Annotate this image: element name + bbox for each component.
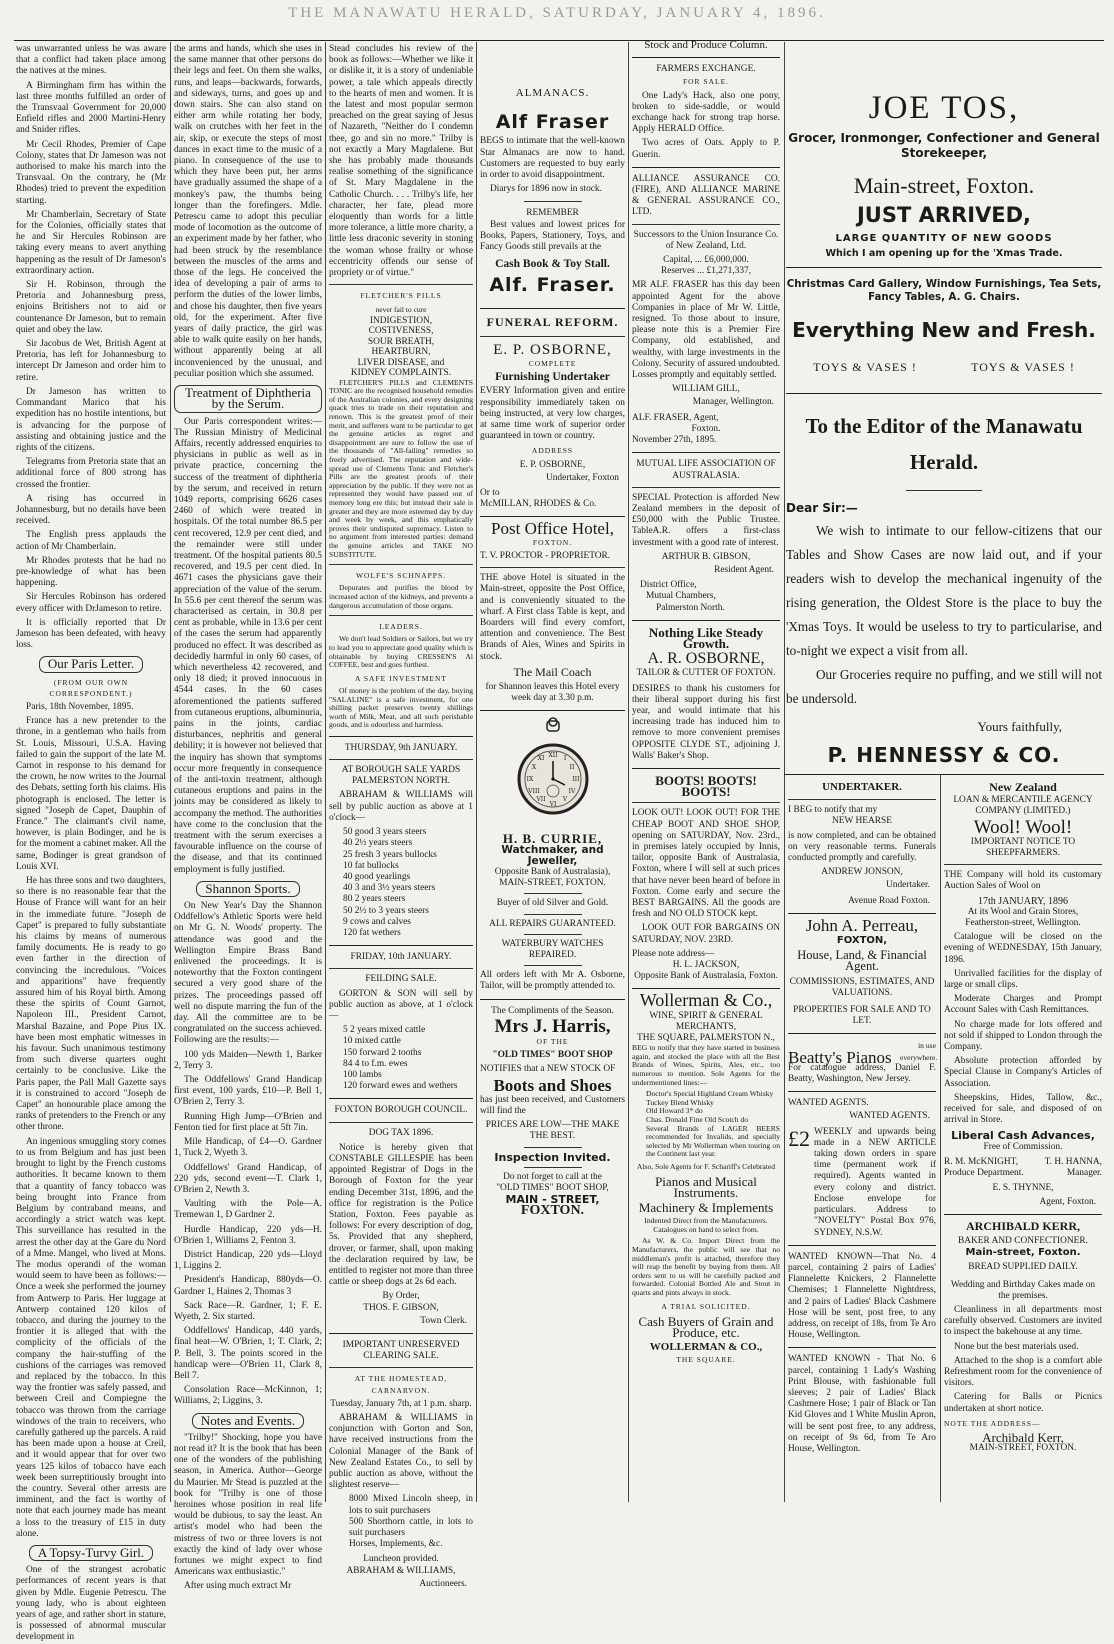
notice-signoff: Town Clerk. xyxy=(420,1315,467,1326)
article-text: France has a new pretender to the throne, in a gentleman who hails from St. Louis, Missouri, U.S.A. Having failed to gain the support of the late M. Carnot in response to his demand for the crown, he now writes to the Journal des Debats, setting forth his claims. His photograph is enclosed. The letter is signed "Joseph de Capet, Dauphin of France." The claimant's civil name, however, is plain Bodinger, and he is for the moment a cabinet maker. All the same, Bodinger is great grandson of Louis XVI. xyxy=(16,716,166,872)
svg-text:II: II xyxy=(569,764,574,772)
ad-text: Opposite Bank of Australasia, Foxton. xyxy=(634,971,778,982)
signatory: E. S. THYNNE, xyxy=(992,1183,1054,1194)
ad-text: in use everywhere. xyxy=(900,1041,938,1062)
ad-heading: FLETCHER'S PILLS xyxy=(360,291,442,301)
article-text: He has three sons and two daughters, so there is no reasonable fear that the House of France will want for an heir in the immediate future. "Joseph de Capet" is prepared to fully substantiate his claims by means of numerous family documents. He is ready to go even farther in the direction of convincing the incredulous. "Voices and apparitions" have frequently assured him of his Royal birth. Among these the spirits of Count Garnot, Napoleon III., President Carnot, Marshal Bazaine, and Pope Pius IX. have been most emphatic witnesses in his favour. Such unanimous testimony from such diverse quarters ought certainly to be conclusive. Like the Paris paper, the Pall Mall Gazette says it is constrained to accord "Joseph de Capet" an honourable place among the ranks of pretenders to the French or any other throne. xyxy=(16,876,166,1133)
ad-text: Indented Direct from the Manufacturers. Catalogues on hand to select from. xyxy=(644,1216,768,1234)
ad-text: PROPERTIES FOR SALE AND TO LET. xyxy=(793,1005,931,1027)
ad-text: has just been received, and Customers will find the xyxy=(480,1094,625,1116)
trade-title: WINE, SPIRIT & GENERAL MERCHANTS, xyxy=(649,1010,763,1032)
ad-heading: ALLIANCE ASSURANCE CO. (FIRE), AND ALLIANCE MARINE & GENERAL ASSURANCE CO., LTD. xyxy=(632,173,780,218)
ad-subheading: never fail to cure xyxy=(375,305,427,315)
ad-text: BREAD SUPPLIED DAILY. xyxy=(968,1262,1078,1273)
ad-text: FOXTON. xyxy=(520,1203,585,1219)
advertiser-name: ARCHIBALD KERR, xyxy=(965,1218,1080,1233)
ad-text: No charge made for lots offered and not sold if shipped to London through the Company. xyxy=(944,1019,1102,1053)
svg-text:VII: VII xyxy=(535,796,546,804)
lot-list: 5 2 years mixed cattle 10 mixed cattle 150 forward 2 tooths 84 4 to f.m. ewes 100 lambs 120 forward ewes and wethers xyxy=(343,1025,458,1092)
masthead: THE MANAWATU HERALD, SATURDAY, JANUARY 4, 1896. xyxy=(288,5,826,21)
signatory-title: Agent, Foxton. xyxy=(1039,1196,1096,1207)
ad-heading: FUNERAL REFORM. xyxy=(486,314,619,329)
svg-text:VIII: VIII xyxy=(527,788,540,796)
advertiser-name: Beatty's Pianos xyxy=(788,1047,892,1067)
article-text: Sir Jacobus de Wet, British Agent at Pretoria, has left for Johannesburg to intercept Dr Jameson and order him to retire. xyxy=(16,339,166,383)
signoff: Yours faithfully, xyxy=(977,719,1062,734)
byline: (FROM OUR OWN CORRESPONDENT.) xyxy=(49,677,133,698)
section-rule xyxy=(784,774,1104,775)
article-text: It is officially reported that Dr Jameson has been defeated, with heavy loss. xyxy=(16,617,166,651)
ad-subheading: FOXTON. xyxy=(532,537,573,547)
svg-text:IV: IV xyxy=(568,788,575,796)
ad-text: Opposite Bank of Australasia), xyxy=(494,866,611,877)
column-rule xyxy=(170,42,171,1502)
ad-text: "OLD TIMES" BOOT SHOP, xyxy=(496,1183,609,1193)
ad-text: Attached to the shop is a comfort able Refreshment room for the convenience of visitors. xyxy=(944,1355,1102,1389)
sale-heading: IMPORTANT UNRESERVED CLEARING SALE. xyxy=(342,1340,460,1362)
product-list: Doctor's Special Highland Cream Whisky Tuckey Blend Whisky Old Howard 3* do Chas. Donald Fine Old Scotch do Several Brands of LAGER BEERS recommended for Invalids, and specially selected by Mr Wollerman when touring on the Continent last year. xyxy=(646,1089,780,1159)
article-text: The English press applauds the action of Mr Chamberlain. xyxy=(16,530,166,552)
ad-heading: WANTED AGENTS. xyxy=(788,1098,869,1109)
ad-text: WEEKLY and upwards being made in a NEW ARTICLE taking down orders in spare time (permanent work if required). Agents wanted in every colony and district. Enclose envelope for particulars. Address to "NOVELTY" Postal Box 976, SYDNEY, N.S.W. xyxy=(814,1126,936,1238)
ad-subheading: Machinery & Implements xyxy=(638,1199,774,1215)
ad-text: Unrivalled facilities for the display of large or small clips. xyxy=(944,968,1102,991)
ad-text: SPECIAL Protection is afforded New Zealand members in the deposit of £50,000 with the Public Trustee. TableA.R. offers a first-class investment with a good rate of interest. xyxy=(632,492,780,548)
ad-heading: A SAFE INVESTMENT xyxy=(354,673,447,683)
ad-text: Best values and lowest prices for Books, Papers, Stationery, Toys, and Fancy Goods still prevails at the xyxy=(480,219,625,253)
ad-text: THE above Hotel is situated in the Main-street, opposite the Post Office, and is conveniently situated to the wharf. A First class Table is kept, and Boarders will find every comfort, attention and convenience. The Best Brands of Ales, Wines and Spirits in stock. xyxy=(480,573,625,662)
article-text: Dr Jameson has written to Commandant Marico that his expedition has no hostile intentions, but is advancing for the purpose of assisting and obtaining justice and the rights of the citizens. xyxy=(16,386,166,453)
ad-heading: LEADERS. xyxy=(379,622,423,632)
ad-text: Free of Commission. xyxy=(983,1141,1063,1152)
article-text: Mr Cecil Rhodes, Premier of Cape Colony, states that Dr Jameson was not authorised to make his march into the Transvaal. On the contrary, he (Mr Rhodes) tried to prevent the expedition starting. xyxy=(16,139,166,206)
signatory-title: Resident Agent. xyxy=(714,564,774,575)
ad-text: Absolute protection afforded by Special Clause in Company's Articles of Association. xyxy=(944,1056,1102,1089)
ad-text: THE SQUARE, PALMERSTON N., xyxy=(636,1033,776,1044)
article-text: Mr Rhodes protests that he had no pre-knowledge of what has been happening. xyxy=(16,555,166,589)
shop-name: Cash Book & Toy Stall. xyxy=(495,258,610,271)
article-text: was unwarranted unless he was aware that a conflict had taken place among the natives at the mines. xyxy=(16,44,166,77)
advertiser-name: E. P. OSBORNE, xyxy=(493,341,612,358)
ad-text: FLETCHER'S PILLS and CLEMENTS TONIC are the recognised household remedies of the Australian colonies, and every designing quack tries to trade on their reputation and renown. This is the greatest proof of their merit, and sufferers want to be particular to get the genuine articles as regret and disappointment are sure to follow the use of the thousands of "All-failing" remedies so freely advertised. The reputation and wide-spread use of Clements Tonic and Fletcher's Pills are the greatest proofs of their appreciation by the public. If they were not as represented they would have passed out of memory long ere this; but instead their sale is greater and they are more esteemed day by day and week by week, and this emphatically proves their undisputed supremacy. Listen to no argument from interested parties: demand the genuine articles and TAKE NO SUBSTITUTE. xyxy=(329,377,473,559)
advertiser-name: Archibald Kerr, xyxy=(982,1429,1064,1445)
capital-line: Capital, ... £6,000,000. xyxy=(663,255,749,266)
ad-text: MAIN - STREET, xyxy=(505,1193,600,1207)
ad-text: WANTED KNOWN—That No. 4 parcel, containing 2 pairs of Ladies' Flannelette Knickers, 2 Flannelette Chemises; 1 Flannelette Nightdress, and 2 pairs of Ladies' Black Cashmere Hose will be sent, post free, to any address, on receipt of 18s, from Te Aro House, Wellington. xyxy=(788,1251,936,1341)
shop-name: "OLD TIMES" BOOT SHOP xyxy=(492,1050,613,1061)
ad-text: E. P. OSBORNE, xyxy=(519,459,586,470)
advertiser-name: Post Office Hotel, xyxy=(491,519,614,539)
article-text: Mr Chamberlain, Secretary of State for the Colonies, officially states that he and Sir Hercules Robinson are taking every means to avert anything happening as the result of Dr Jameson's extraordinary action. xyxy=(16,209,166,276)
signatory-titles: Produce Department. Manager. xyxy=(944,1168,1102,1179)
ad-subheading: Pianos and Musical Instruments. xyxy=(655,1173,757,1200)
sale-venue: FEILDING SALE. xyxy=(365,974,437,985)
advertiser-name: Alf. Fraser. xyxy=(489,274,616,297)
result-line: Consolation Race—McKinnon, 1; Williams, 2; Liggins, 3. xyxy=(174,1385,322,1407)
article-text: On New Year's Day the Shannon Oddfellow's Athletic Sports were held on Mr G. N. Woods' property. The attendance was good and the Wellington Empire Brass Band enlivened the proceedings. It is noteworthy that the Foxton contingent secured a very good share of the prizes. The proceedings passed off well no dispute marring the fun of the day. All the committee are to be congratulated on the success achieved. Following are the results:— xyxy=(174,901,322,1046)
ad-subheading: Inspection Invited. xyxy=(494,1150,611,1164)
column-4 xyxy=(480,44,625,1502)
ad-subheading: COMPLETE xyxy=(528,359,577,369)
ad-text: Diarys for 1896 now in stock. xyxy=(490,184,602,195)
pound-sign: £2 xyxy=(788,1125,810,1151)
ad-text: Please note address— xyxy=(632,948,715,959)
signatory: ARTHUR B. GIBSON, xyxy=(661,551,751,562)
trade-title: LOAN & MERCANTILE AGENCY COMPANY (LIMITED.) xyxy=(953,795,1093,817)
ad-text: NOTIFIES that a NEW STOCK OF xyxy=(480,1064,616,1075)
result-line: President's Handicap, 880yds—O. Gardner 1, Haines 2, Thomas 3 xyxy=(174,1275,322,1297)
ad-heading: WOLFE'S SCHNAPPS. xyxy=(355,571,447,581)
article-text: Stead concludes his review of the book as follows:—Whether we like it or dislike it, it is a story of undeniable power, a tale which appeals directly to the hearts of men and women. It is the latest and most popular sermon preached on the great saying of Jesus of Nazareth, "Neither do I condemn thee, go and sin no more." Trilby is not exactly a Mary Magdalene. But she has probably made thousands realise something of the significance of St. Mary Magdalene in the Catholic Church. . . . Trilby's life, her character, her fate, plead more eloquently than words for a little more tolerance, a little more charity, a little less draconic severity in stoning the woman whose frailty or whose eccentricity offends our sense of propriety or of virtue." xyxy=(329,44,473,279)
ad-text: is now completed, and can be obtained on very reasonable terms. Funerals conducted promptly and carefully. xyxy=(788,830,936,864)
auctioneer-title: Auctioneers. xyxy=(419,1578,467,1589)
article-heading: A Topsy-Turvy Girl. xyxy=(16,1545,166,1561)
ad-label: ADDRESS xyxy=(531,446,574,456)
svg-text:XI: XI xyxy=(537,755,544,763)
lot-list: 50 good 3 years steers 40 2½ years steers 25 fresh 3 years bullocks 10 fat bullocks 40 good yearlings 40 3 and 3½ years steers 80 2 years steers 50 2½ to 3 years steers 9 cows and calves 120 fat wethers xyxy=(343,827,437,938)
ad-text: Cleanliness in all departments most carefully observed. Customers are invited to inspect the bakehouse at any time. xyxy=(944,1304,1102,1338)
ad-text: LOOK OUT FOR BARGAINS ON SATURDAY, NOV. 23RD. xyxy=(632,923,780,945)
article-text: Our Paris correspondent writes:—The Russian Ministry of Medicinal Affairs, recently addressed enquiries to physicians in public as well as in private practice, concerning the success of the treatment of diphtheria by the serum, and received in return 1049 reports, comprising 6626 cases 2460 of which were treated in hospitals. Of the total number 86.5 per cent recovered, 12.9 per cent died, and the remainder were still under treatment. Of the hospital patients 80.5 recovered, and 19.5 per cent died. In 4671 cases the physicians gave their appreciation of the value of the serum. In 55.6 per cent thereof the serum was characterised as certain, in 30.8 per cent as probable, while in 13.6 per cent of the cases the serum had apparently produced no effect. It was described as decidedly harmful in only 60 cases, of which nevertheless 42 recovered, and only 18 died; it proved innocuous in 4544 cases. In the 60 cases aforementioned the patients suffered from cutaneous eruptions, albuminuria, pains in the joints, cardiac disturbances, nephritis and general debility; it is however not believed that the inquiry has shown that symptoms occur more frequently in consequence of the anti-toxin treatment, although cutaneous eruptions and pains in the joints may be considered as likely to accompany the method. The authorities have come to the conclusion that the treatment with the serum exercises a favourable influence on the course of the disease, and that its continued employment is fully justified. xyxy=(174,416,322,875)
town: FOXTON, xyxy=(836,935,888,947)
ad-subheading: Boots and Shoes xyxy=(493,1075,612,1095)
auctioneer-name: ABRAHAM & WILLIAMS, xyxy=(346,1565,456,1576)
article-text: A Birmingham firm has within the last three months fulfilled an order of the Transvaal Government for 20,000 Enfield rifles and 2000 Martini-Henry and Snider rifles. xyxy=(16,80,166,136)
column-3 xyxy=(329,44,473,1589)
result-line: Mile Handicap, of £4—O. Gardner 1, Tuck 2, Wyeth 3. xyxy=(174,1137,322,1159)
ad-subheading: OF THE xyxy=(536,1036,569,1046)
ad-text: Sheepskins, Hides, Tallow, &c., received for sale, and disposed of on arrival in Store. xyxy=(944,1092,1102,1126)
ad-subheading: IMPORTANT NOTICE TO SHEEPFARMERS. xyxy=(970,836,1076,859)
ad-text: DESIRES to thank his customers for their liberal support during his first year, and would intimate that his increasing trade has induced him to remove to more convenient premises OPPOSITE CLYDE ST., adjoining J. Walls' Baker's Shop. xyxy=(632,683,780,761)
ad-text: WATERBURY WATCHES REPAIRED. xyxy=(501,938,604,960)
letter-body: Our Groceries require no puffing, and we still will not be undersold. xyxy=(786,667,1102,706)
article-text: Sir Hercules Robinson has ordered every officer with DrJameson to retire. xyxy=(16,592,166,614)
result-line: Sack Race—R. Gardner, 1; F. E. Wyeth, 2. Six started. xyxy=(174,1300,322,1322)
ad-text: WANTED KNOWN - That No. 6 parcel, containing 1 Lady's Washing Print Blouse, with fashionable full sleeves; 2 pair of Ladies' Black Cashmere Hose; 1 pair of Black or Tan Kid Gloves and 1 White Muslin Apron, will be sent post free, to any address, on receipt of 9s 6d, from Te Aro House, Wellington. xyxy=(788,1354,936,1454)
ad-text: Successors to the Union Insurance Co. of New Zealand, Ltd. xyxy=(633,229,779,251)
notice-text: Notice is hereby given that CONSTABLE GILLESPIE has been appointed Registrar of Dogs in the Borough of Foxton for the year ending December 31st, 1896, and the office for registration is the Police Station, Foxton. Fees payable as follows: For every description of dog, 5s. Provided that any shepherd, drover, or farmer, shall, upon making the declaration required by law, be entitled to register not more than three cattle or sheep dogs at 2s 6d each. xyxy=(329,1142,473,1288)
result-line: The Oddfellows' Grand Handicap first event, 100 yards, £10—P. Bell 1, O'Brien 2, Terry 3. xyxy=(174,1075,322,1108)
ad-text: Which I am opening up for the 'Xmas Trade. xyxy=(825,248,1063,259)
ad-heading: BOOTS! BOOTS! BOOTS! xyxy=(655,772,757,800)
ad-text: Or to xyxy=(480,488,500,499)
advertiser-name: John A. Perreau, xyxy=(805,915,919,935)
ad-text: Undertaker, Foxton xyxy=(545,472,619,483)
auction-notice: GORTON & SON will sell by public auction as above, at 1 o'clock— xyxy=(329,988,473,1021)
ad-heading: UNDERTAKER. xyxy=(822,781,902,793)
result-line: Oddfellows' Grand Handicap, of 220 yds, second event—T. Clark 1, O'Brien 2, Newth 3. xyxy=(174,1162,322,1195)
advertiser-name: H. L. JACKSON, xyxy=(672,960,740,971)
ad-text: Catalogue will be closed on the evening of WEDNESDAY, 15th January, 1896. xyxy=(944,932,1102,965)
signatory: ALF. FRASER, Agent, xyxy=(632,412,719,423)
ad-text: Catering for Balls or Picnics undertaken at short notice. xyxy=(944,1392,1102,1414)
ad-text: Palmerston North. xyxy=(656,602,725,613)
ad-text: Depurates and purifies the blood by increased action of the kidneys, and prevents a dangerous accumulation of those organs. xyxy=(329,583,473,610)
ad-text: Mutual Chambers, xyxy=(646,591,716,602)
column-7 xyxy=(944,780,1102,1502)
dateline: Paris, 18th November, 1895. xyxy=(26,701,134,712)
auction-notice: ABRAHAM & WILLIAMS in conjunction with Gorton and Son, have received instructions from the Colonial Manager of the Bank of New Zealand Estates Co., to sell by public auction as above, without the slightest reserve— xyxy=(329,1413,473,1491)
notice-subheading: DOG TAX 1896. xyxy=(368,1127,434,1138)
article-text: "Trilby!" Shocking, hope you have not read it? It is the book that has been one of the wonders of the publishing season, in America. Author—George du Maurier. Mr Stead is puzzled at the book for "Trilby is one of those heroines whose position in real life would be dubious, to say the least. An artist's model who had been the mistress of two or three lovers is not exactly the kind of lady over whose fortunes we might expect to find Americans wax enthusiastic." xyxy=(174,1432,322,1578)
ad-text: THE Company will hold its customary Auction Sales of Wool on xyxy=(944,870,1102,892)
advertiser-name: Mrs J. Harris, xyxy=(494,1015,611,1037)
date-line: November 27th, 1895. xyxy=(632,435,717,446)
ad-heading: Everything New and Fresh. xyxy=(792,318,1096,342)
article-text: After using much extract Mr xyxy=(184,1581,292,1592)
trade-title: House, Land, & Financial Agent. xyxy=(797,948,927,974)
ad-text: for Shannon leaves this Hotel every week day at 3.30 p.m. xyxy=(485,681,620,704)
advertiser-name: New Zealand xyxy=(989,780,1057,794)
ad-text: One Lady's Hack, also one pony, broken to side-saddle, or would exchange hack for strong trap horse. Apply HERALD Office. xyxy=(632,90,780,135)
ad-label: NOTE THE ADDRESS— xyxy=(944,1418,1041,1428)
ad-subheading: NEW HEARSE xyxy=(832,816,892,827)
ad-text: All orders left with Mr A. Osborne, Tailor, will be promptly attended to. xyxy=(480,970,625,992)
column-rule xyxy=(476,42,477,1502)
reserves-line: Reserves ... £1,271,337, xyxy=(660,266,752,277)
article-heading: Shannon Sports. xyxy=(174,881,322,897)
signatory-title: Foxton. xyxy=(691,423,721,434)
ad-text: MR ALF. FRASER has this day been appointed Agent for the above Companies in place of Mr W. Little, resigned. To those about to insure, please note this is a Premier Fire Company, old established, and wealthy, with large investments in the Colony. Security of assured undoubted. Losses promptly and equitably settled. xyxy=(632,280,780,381)
sale-date: FRIDAY, 10th JANUARY. xyxy=(350,952,452,963)
trade-title: Watchmaker, and Jeweller, xyxy=(501,843,604,867)
ad-subheading: LARGE QUANTITY OF NEW GOODS xyxy=(835,233,1053,244)
ad-text: Buyer of old Silver and Gold. xyxy=(496,898,609,909)
column-rule xyxy=(940,774,941,1502)
ad-text: At its Wool and Grain Stores, Featherston-street, Wellington. xyxy=(965,906,1081,929)
signatories: R. M. McKNIGHT, T. H. HANNA, xyxy=(944,1156,1102,1167)
sale-venue: AT THE HOMESTEAD, CARNARVON. xyxy=(354,1374,448,1395)
ad-text: We don't lead Soldiers or Sailors, but we try to lead you to appreciate good quality which is obtainable by buying CRESSEN'S Al COFFEE, best and goes furthest. xyxy=(329,634,473,670)
letter-body: We wish to intimate to our fellow-citizens that our Tables and Show Cases are now laid out, and if your readers wish to develop the mechanical ingenuity of the rising generation, the Oldest Store is the place to buy the 'Xmas Toys. It would be useless to try to particularise, and to-night we expect a visit from all. xyxy=(786,523,1102,658)
ad-text: BEGS to intimate that the well-known Star Almanacs are now to hand. Customers are requested to buy early in order to avoid disappointment. xyxy=(480,136,625,181)
ad-subheading: WANTED AGENTS. xyxy=(849,1111,930,1122)
svg-text:V: V xyxy=(562,796,567,804)
ad-text: None but the best materials used. xyxy=(954,1341,1079,1352)
signatory: WILLIAM GILL, xyxy=(672,384,740,395)
svg-text:III: III xyxy=(571,776,580,784)
column-1 xyxy=(16,44,166,1643)
svg-text:X: X xyxy=(531,764,536,772)
ad-heading: Wool! Wool! xyxy=(973,816,1073,838)
proprietor: T. V. PROCTOR - PROPRIETOR. xyxy=(480,550,611,561)
ad-subheading: Liberal Cash Advances, xyxy=(951,1129,1095,1143)
ad-text: TOYS & VASES ! TOYS & VASES ! xyxy=(813,360,1075,374)
ad-text: Of money is the problem of the day, buying "SALALINE" is a safe investment, for one shilling packet preserves twenty shillings worth of Milk, Meat, and all such perishable goods, and is odourless and harmless. xyxy=(329,685,473,730)
ad-text: As W. & Co. Import Direct from the Manufacturers, the public will see that no middleman's profit is attached, therefore they will reap the benefit by buying from them. All orders sent to us will be carefully packed and forwarded. Colonial Bottled Ale and Stout in quarts and pints always in stock. xyxy=(632,1236,780,1297)
auction-note: Luncheon provided. xyxy=(363,1554,439,1565)
ad-text: Two acres of Oats. Apply to P. Guerin. xyxy=(632,138,780,160)
ad-text: Do not forget to call at the xyxy=(503,1171,602,1182)
result-line: Oddfellows' Handicap, 440 yards, final heat—W. O'Brien, 1; T. Clark, 2; P. Bell, 3. The points scored in the handicap were—O'Brien 11, Clark 8, Bell 7. xyxy=(174,1326,322,1381)
result-line: Hurdle Handicap, 220 yds—H. O'Brien 1, Williams 2, Fenton 3. xyxy=(174,1224,322,1246)
notice-signoff: By Order, xyxy=(382,1291,420,1302)
sale-date: THURSDAY, 9th JANUARY. xyxy=(344,742,458,753)
ad-text: ALL REPAIRS GUARANTEED. xyxy=(489,918,616,929)
svg-text:VI: VI xyxy=(549,801,556,809)
article-text: One of the strangest acrobatic performances of recent years is that given by Mdle. Eugenie Petrescu. The young lady, who is about eighteen years of age, and rather short in stature, is possessed of abnormal muscular development in xyxy=(16,1565,166,1643)
trade-title: Furnishing Undertaker xyxy=(495,371,610,384)
address: MAIN-STREET, FOXTON. xyxy=(969,1443,1077,1454)
result-line: Vaulting with the Pole—A. Tremewan 1, D Gardner 2. xyxy=(174,1199,322,1221)
ad-text: The Compliments of the Season. xyxy=(491,1005,614,1016)
advertiser-name: JOE TOS, xyxy=(868,90,1020,126)
salutation: Dear Sir:— xyxy=(786,501,858,515)
article-heading: Our Paris Letter. xyxy=(16,656,166,672)
ailments-list: INDIGESTION, COSTIVENESS, SOUR BREATH, HEARTBURN, LIVER DISEASE, and KIDNEY COMPLAINTS. xyxy=(350,315,452,379)
ad-text: Christmas Card Gallery, Window Furnishings, Tea Sets, Fancy Tables, A. G. Chairs. xyxy=(786,279,1102,303)
result-line: District Handicap, 220 yds—Lloyd 1, Liggins 2. xyxy=(174,1249,322,1272)
article-text: the arms and hands, which she uses in the same manner that other persons do their legs and feet. On them she walks, runs, and leaps—backwards, forwards, and sideways, turns, and goes up and down stairs. She can also stand on either arm while rotating her body, walk on crutches with her feet in the air, skip, or execute the steps of most dances in exact time to the music of a piano. In consequence of the use to which they have been put, her arms have gradually assumed the shape of a monkey's paw, the thumbs being longer than the forefingers. Mdle. Petrescu came to adopt this peculiar mode of locomotion as the outcome of an experiment made by her father, who had been struck by the resemblance between the muscles of the arms and those of the legs. He conceived the idea of developing a pair of arms to perform the duties of the lower limbs, and chose his daughter, then five years old, for the experiment. After five years of daily practice, the girl was able to walk quite easily on her hands, without apparently being at all inconvenienced by the unusual, and peculiar position which she assumed. xyxy=(174,44,322,379)
address: Main-street, Foxton. xyxy=(965,1247,1081,1259)
notice-heading: FOXTON BOROUGH COUNCIL. xyxy=(334,1105,468,1116)
ad-text: MAIN-STREET, FOXTON. xyxy=(499,878,606,889)
signatory-title: Manager, Wellington. xyxy=(692,397,774,408)
ad-heading: JUST ARRIVED, xyxy=(856,203,1032,227)
ad-text: Moderate Charges and Prompt Account Sales with Cash Remittances. xyxy=(944,994,1102,1016)
column-rule xyxy=(325,42,326,1502)
column-6 xyxy=(788,780,936,1502)
ad-text: I BEG to notify that my xyxy=(788,805,878,816)
advertiser-name: Alf Fraser xyxy=(495,111,610,134)
column-5 xyxy=(632,39,780,1502)
article-text: An ingenious smuggling story comes to us from Belgium and has just been brought to light by the French customs authorities. It became known to them that a quantity of fancy tobacco was being brought into France from Belgium by contraband means, and accordingly a strict watch was kept. This surveillance has resulted in the arrest the other day at the Gare du Nord of a Mme. Mangel, who lived at Mons. The modus operandi of the woman would seem to have been as follows:—Once a week she performed the journey from Antwerp to Paris. Her luggage at Antwerp contained 120 kilos of tobacco, and during the journey to the frontier it is alleged that with the complicity of the officials of the company the hair-stuffing of the cushions of the carriages was removed and replaced by the tobacco. In this way the frontier was safely passed, and between Creil and Compiegne the tobacco was thrown from the carriage windows of the train to receivers, who carefully gathered up the parcels. A raid has been made upon a house at Creil, and it would appear that for over two years 125 kilos of tobacco have each week been surreptitiously brought into the country. Several other arrests are imminent, and the fact is worthy of note that each journey made has meant a loss to the treasury of £15 in duty alone. xyxy=(16,1136,166,1539)
ad-text: COMMISSIONS, ESTIMATES, AND VALUATIONS. xyxy=(789,976,935,998)
ad-heading: Nothing Like Steady Growth. xyxy=(648,624,764,651)
signature: P. HENNESSY & CO. xyxy=(827,743,1061,767)
ad-text: PRICES ARE LOW—THE MAKE THE BEST. xyxy=(485,1120,620,1142)
svg-text:IX: IX xyxy=(526,776,533,784)
ad-text: BEG to notify that they have started in business again, and stocked the place with all the Best Brands of Wines, Spirits, Ales, etc., too numerous to mention. Sole Agents for the undermentioned lines:— xyxy=(632,1043,780,1087)
article-text: A rising has occurred in Johannesburg, but no details have been received. xyxy=(16,493,166,527)
column-rule xyxy=(628,42,629,1502)
trade-title: BAKER AND CONFECTIONER. xyxy=(958,1235,1088,1246)
article-text: Sir H. Robinson, through the Pretoria and Johannesburg press, enjoins Britishers not to aid or countenance Dr Jameson, but to remain quiet and obey the law. xyxy=(16,280,166,335)
advertiser-name: WOLLERMAN & CO., xyxy=(649,1341,763,1354)
column-rule xyxy=(784,42,785,1502)
pocket-watch-icon xyxy=(516,719,590,827)
article-heading: Treatment of Diphtheria by the Serum. xyxy=(174,385,322,412)
ad-subheading: FOR SALE. xyxy=(682,77,730,87)
trade-title: TAILOR & CUTTER OF FOXTON. xyxy=(636,668,776,679)
ad-text: Also, Sole Agents for F. Schariff's Celebrated xyxy=(636,1161,776,1171)
ad-subheading: The Mail Coach xyxy=(513,664,592,679)
ad-subheading: Cash Buyers of Grain and Produce, etc. xyxy=(638,1313,774,1340)
notice-signoff: THOS. F. GIBSON, xyxy=(363,1302,439,1313)
trade-title: Undertaker. xyxy=(886,880,930,891)
joe-tos-advertisement xyxy=(786,44,1102,774)
ad-text: THE SQUARE. xyxy=(676,1355,736,1365)
lot-list: 8000 Mixed Lincoln sheep, in lots to suit purchasers 500 Shorthorn cattle, in lots to suit purchasers Horses, Implements, &c. xyxy=(349,1494,473,1550)
column-2 xyxy=(174,44,322,1592)
top-rule xyxy=(14,40,1104,41)
ad-text: For catalogue address, Daniel F. Beatty, Washington, New Jersey. xyxy=(788,1062,936,1085)
address: Main-street, Foxton. xyxy=(853,173,1035,198)
result-line: Running High Jump—O'Brien and Fenton tied for first place at 5ft 7in. xyxy=(174,1111,322,1133)
svg-text:I: I xyxy=(563,755,566,763)
sale-date: Tuesday, January 7th, at 1 p.m. sharp. xyxy=(330,1398,472,1409)
result-line: 100 yds Maiden—Newth 1, Barker 2, Terry 3. xyxy=(174,1049,322,1071)
ad-text: LOOK OUT! LOOK OUT! FOR THE CHEAP BOOT AND SHOE SHOP, opening on SATURDAY, Nov. 23rd., in premises lately occupied by Innis, tailor, opposite Bank of Australasia, Foxton, where I will sell at such prices that have never been heard of before in Foxton. Come early and secure the BEST BARGAINS. All the goods are fresh and NO OLD STOCK kept. xyxy=(632,808,780,920)
article-text: Telegrams from Pretoria state that an additional force of 800 strong has crossed the frontier. xyxy=(16,457,166,490)
ad-heading: MUTUAL LIFE ASSOCIATION OF AUSTRALASIA. xyxy=(636,459,776,481)
ad-text: District Office, xyxy=(640,580,697,591)
ad-text: A TRIAL SOLICITED. xyxy=(661,1301,751,1311)
column-heading: Stock and Produce Column. xyxy=(644,39,768,51)
address: Avenue Road Foxton. xyxy=(848,895,930,906)
advertiser-name: Wollerman & Co., xyxy=(639,990,773,1011)
auction-notice: ABRAHAM & WILLIAMS will sell by public auction as above at 1 o'clock— xyxy=(329,790,473,823)
ad-heading: ALMANACS. xyxy=(515,87,590,99)
sale-date: 17th JANUARY, 1896 xyxy=(977,895,1069,907)
article-heading: Notes and Events. xyxy=(174,1413,322,1429)
sale-venue: AT BOROUGH SALE YARDS PALMERSTON NORTH. xyxy=(341,765,461,787)
svg-text:XII: XII xyxy=(547,752,558,760)
ad-text: McMILLAN, RHODES & Co. xyxy=(480,499,597,510)
advertiser-name: H. B. CURRIE, xyxy=(502,831,603,847)
ad-text: EVERY Information given and entire responsibility immediately taken on being instructed, at very low charges, at same time work of superior order guaranteed in town or country. xyxy=(480,386,625,442)
advertiser-name: A. R. OSBORNE, xyxy=(647,650,765,668)
letter-heading: To the Editor of the Manawatu Herald. xyxy=(805,414,1083,474)
ad-subheading: REMEMBER xyxy=(526,208,579,219)
advertiser-name: ANDREW JONSON, xyxy=(821,867,903,878)
trade-title: Grocer, Ironmonger, Confectioner and General Storekeeper, xyxy=(788,131,1100,160)
ad-text: Wedding and Birthday Cakes made on the premises. xyxy=(950,1279,1096,1301)
ad-heading: FARMERS EXCHANGE. xyxy=(656,64,756,75)
